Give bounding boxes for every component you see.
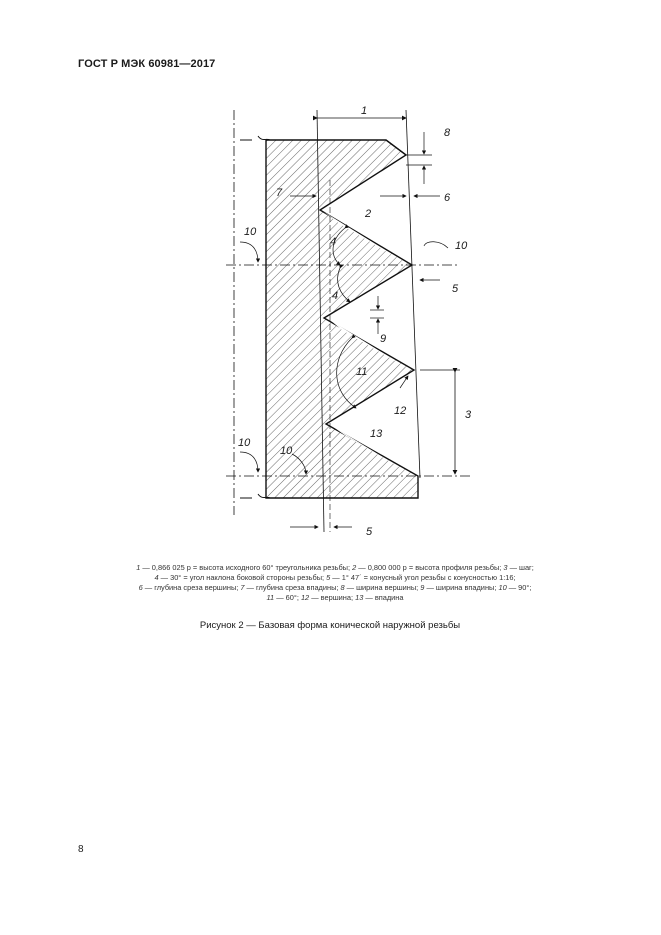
callout-13: 13: [370, 428, 383, 440]
legend-text-7: — глубина среза впадины;: [244, 583, 341, 592]
legend-text-12: — вершина;: [309, 593, 356, 602]
legend-num-9: 9: [420, 583, 425, 592]
callout-10b: 10: [455, 240, 468, 252]
legend-num-7: 7: [240, 583, 245, 592]
callout-4b: 4: [332, 290, 339, 302]
callout-10d: 10: [280, 445, 293, 457]
callout-6: 6: [444, 192, 451, 204]
callout-10a: 10: [244, 226, 257, 238]
legend-num-11: 11: [266, 593, 275, 602]
legend-num-5: 5: [326, 573, 331, 582]
callout-9: 9: [380, 333, 387, 345]
legend-num-1: 1: [136, 563, 141, 572]
legend-num-3: 3: [503, 563, 508, 572]
legend-text-5: — 1° 47´ = конусный угол резьбы с конусностью 1:16;: [330, 573, 516, 582]
document-header: ГОСТ Р МЭК 60981—2017: [78, 58, 216, 70]
legend-text-3: — шаг;: [507, 563, 534, 572]
legend-num-8: 8: [340, 583, 345, 592]
legend-text-1: — 0,866 025 p = высота исходного 60° треугольника резьбы;: [140, 563, 353, 572]
legend-num-6: 6: [138, 583, 143, 592]
callout-2: 2: [365, 208, 372, 220]
callout-1: 1: [361, 105, 368, 117]
legend-num-13: 13: [355, 593, 364, 602]
legend-text-2: — 0,800 000 p = высота профиля резьбы;: [356, 563, 504, 572]
legend-text-4: — 30° = угол наклона боковой стороны резьбы;: [158, 573, 327, 582]
legend-num-4: 4: [154, 573, 159, 582]
legend-num-12: 12: [300, 593, 310, 602]
legend-num-2: 2: [352, 563, 357, 572]
page-number: 8: [78, 844, 84, 855]
legend-text-9: — ширина впадины;: [424, 583, 499, 592]
figure-legend: [70, 563, 600, 603]
callout-7: 7: [276, 187, 283, 199]
legend-num-10: 10: [498, 583, 507, 592]
legend-text-13: — впадина: [363, 593, 404, 602]
legend-text-8: — ширина вершины;: [344, 583, 421, 592]
figure-caption: Рисунок 2 — Базовая форма конической наружной резьбы: [199, 620, 461, 631]
callout-5a: 5: [452, 283, 459, 295]
callout-4a: 4: [330, 236, 337, 248]
callout-8: 8: [444, 127, 451, 139]
legend-text-10: — 90°;: [506, 583, 532, 592]
callout-5b: 5: [366, 526, 373, 538]
callout-3: 3: [465, 409, 472, 421]
legend-text-6: — глубина среза вершины;: [142, 583, 241, 592]
callout-12: 12: [394, 405, 407, 417]
callout-10c: 10: [238, 437, 251, 449]
callout-11: 11: [356, 366, 368, 378]
legend-text-11: — 60°;: [274, 593, 301, 602]
